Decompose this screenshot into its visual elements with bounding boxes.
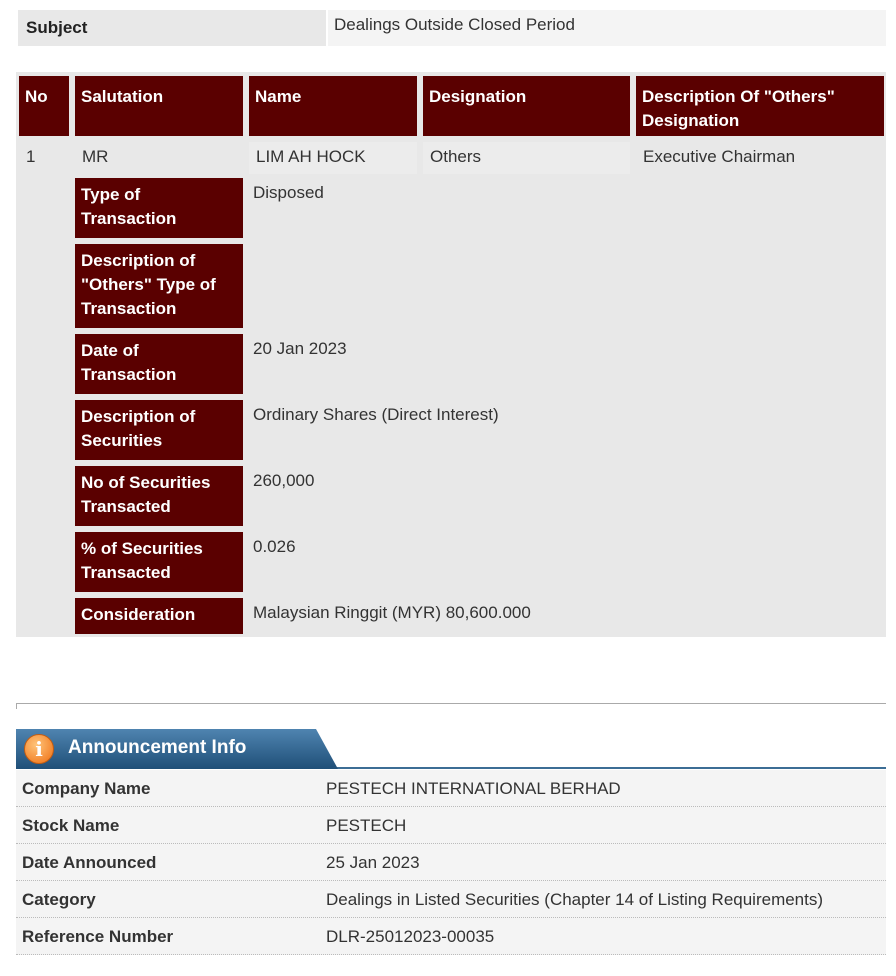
value-no-of-securities-transacted: 260,000 bbox=[253, 471, 315, 490]
row-designation: Others bbox=[423, 142, 630, 174]
info-value: Dealings in Listed Securities (Chapter 14 of Listing Requirements) bbox=[326, 890, 824, 909]
info-icon: i bbox=[24, 734, 54, 764]
label-description-others-type: Description of "Others" Type of Transaction bbox=[75, 244, 243, 328]
info-value: PESTECH bbox=[326, 816, 407, 835]
info-row-reference-number bbox=[16, 918, 886, 955]
announcement-info-title: Announcement Info bbox=[68, 737, 247, 758]
info-value: PESTECH INTERNATIONAL BERHAD bbox=[326, 779, 621, 798]
info-label: Date Announced bbox=[22, 853, 157, 872]
label-no-of-securities-transacted: No of Securities Transacted bbox=[75, 466, 243, 526]
label-type-of-transaction: Type of Transaction bbox=[75, 178, 243, 238]
row-no: 1 bbox=[26, 147, 36, 166]
row-salutation: MR bbox=[82, 147, 109, 166]
header-no: No bbox=[19, 76, 69, 136]
section-divider bbox=[16, 703, 886, 709]
info-label: Reference Number bbox=[22, 927, 174, 946]
subject-value: Dealings Outside Closed Period bbox=[328, 10, 886, 46]
label-consideration: Consideration bbox=[75, 598, 243, 634]
header-salutation: Salutation bbox=[75, 76, 243, 136]
info-label: Company Name bbox=[22, 779, 151, 798]
subject-label: Subject bbox=[18, 10, 326, 46]
header-description-others-designation: Description Of "Others" Designation bbox=[636, 76, 884, 136]
header-designation: Designation bbox=[423, 76, 630, 136]
subject-row bbox=[18, 10, 886, 46]
info-row-date-announced bbox=[16, 844, 886, 881]
value-percent-of-securities-transacted: 0.026 bbox=[253, 537, 296, 556]
info-row-stock-name bbox=[16, 807, 886, 844]
announcement-info-header bbox=[16, 729, 886, 769]
value-consideration: Malaysian Ringgit (MYR) 80,600.000 bbox=[253, 603, 531, 622]
info-label: Category bbox=[22, 890, 96, 909]
row-description-others-designation: Executive Chairman bbox=[643, 147, 796, 166]
label-date-of-transaction: Date of Transaction bbox=[75, 334, 243, 394]
value-date-of-transaction: 20 Jan 2023 bbox=[253, 339, 347, 358]
dealings-table bbox=[16, 72, 886, 637]
info-value: DLR-25012023-00035 bbox=[326, 927, 495, 946]
value-description-of-securities: Ordinary Shares (Direct Interest) bbox=[253, 405, 499, 424]
header-name: Name bbox=[249, 76, 417, 136]
info-row-company-name bbox=[16, 770, 886, 807]
info-row-category bbox=[16, 881, 886, 918]
info-label: Stock Name bbox=[22, 816, 120, 835]
row-name: LIM AH HOCK bbox=[249, 142, 417, 174]
label-description-of-securities: Description of Securities bbox=[75, 400, 243, 460]
info-value: 25 Jan 2023 bbox=[326, 853, 420, 872]
label-percent-of-securities-transacted: % of Securities Transacted bbox=[75, 532, 243, 592]
value-type-of-transaction: Disposed bbox=[253, 183, 324, 202]
